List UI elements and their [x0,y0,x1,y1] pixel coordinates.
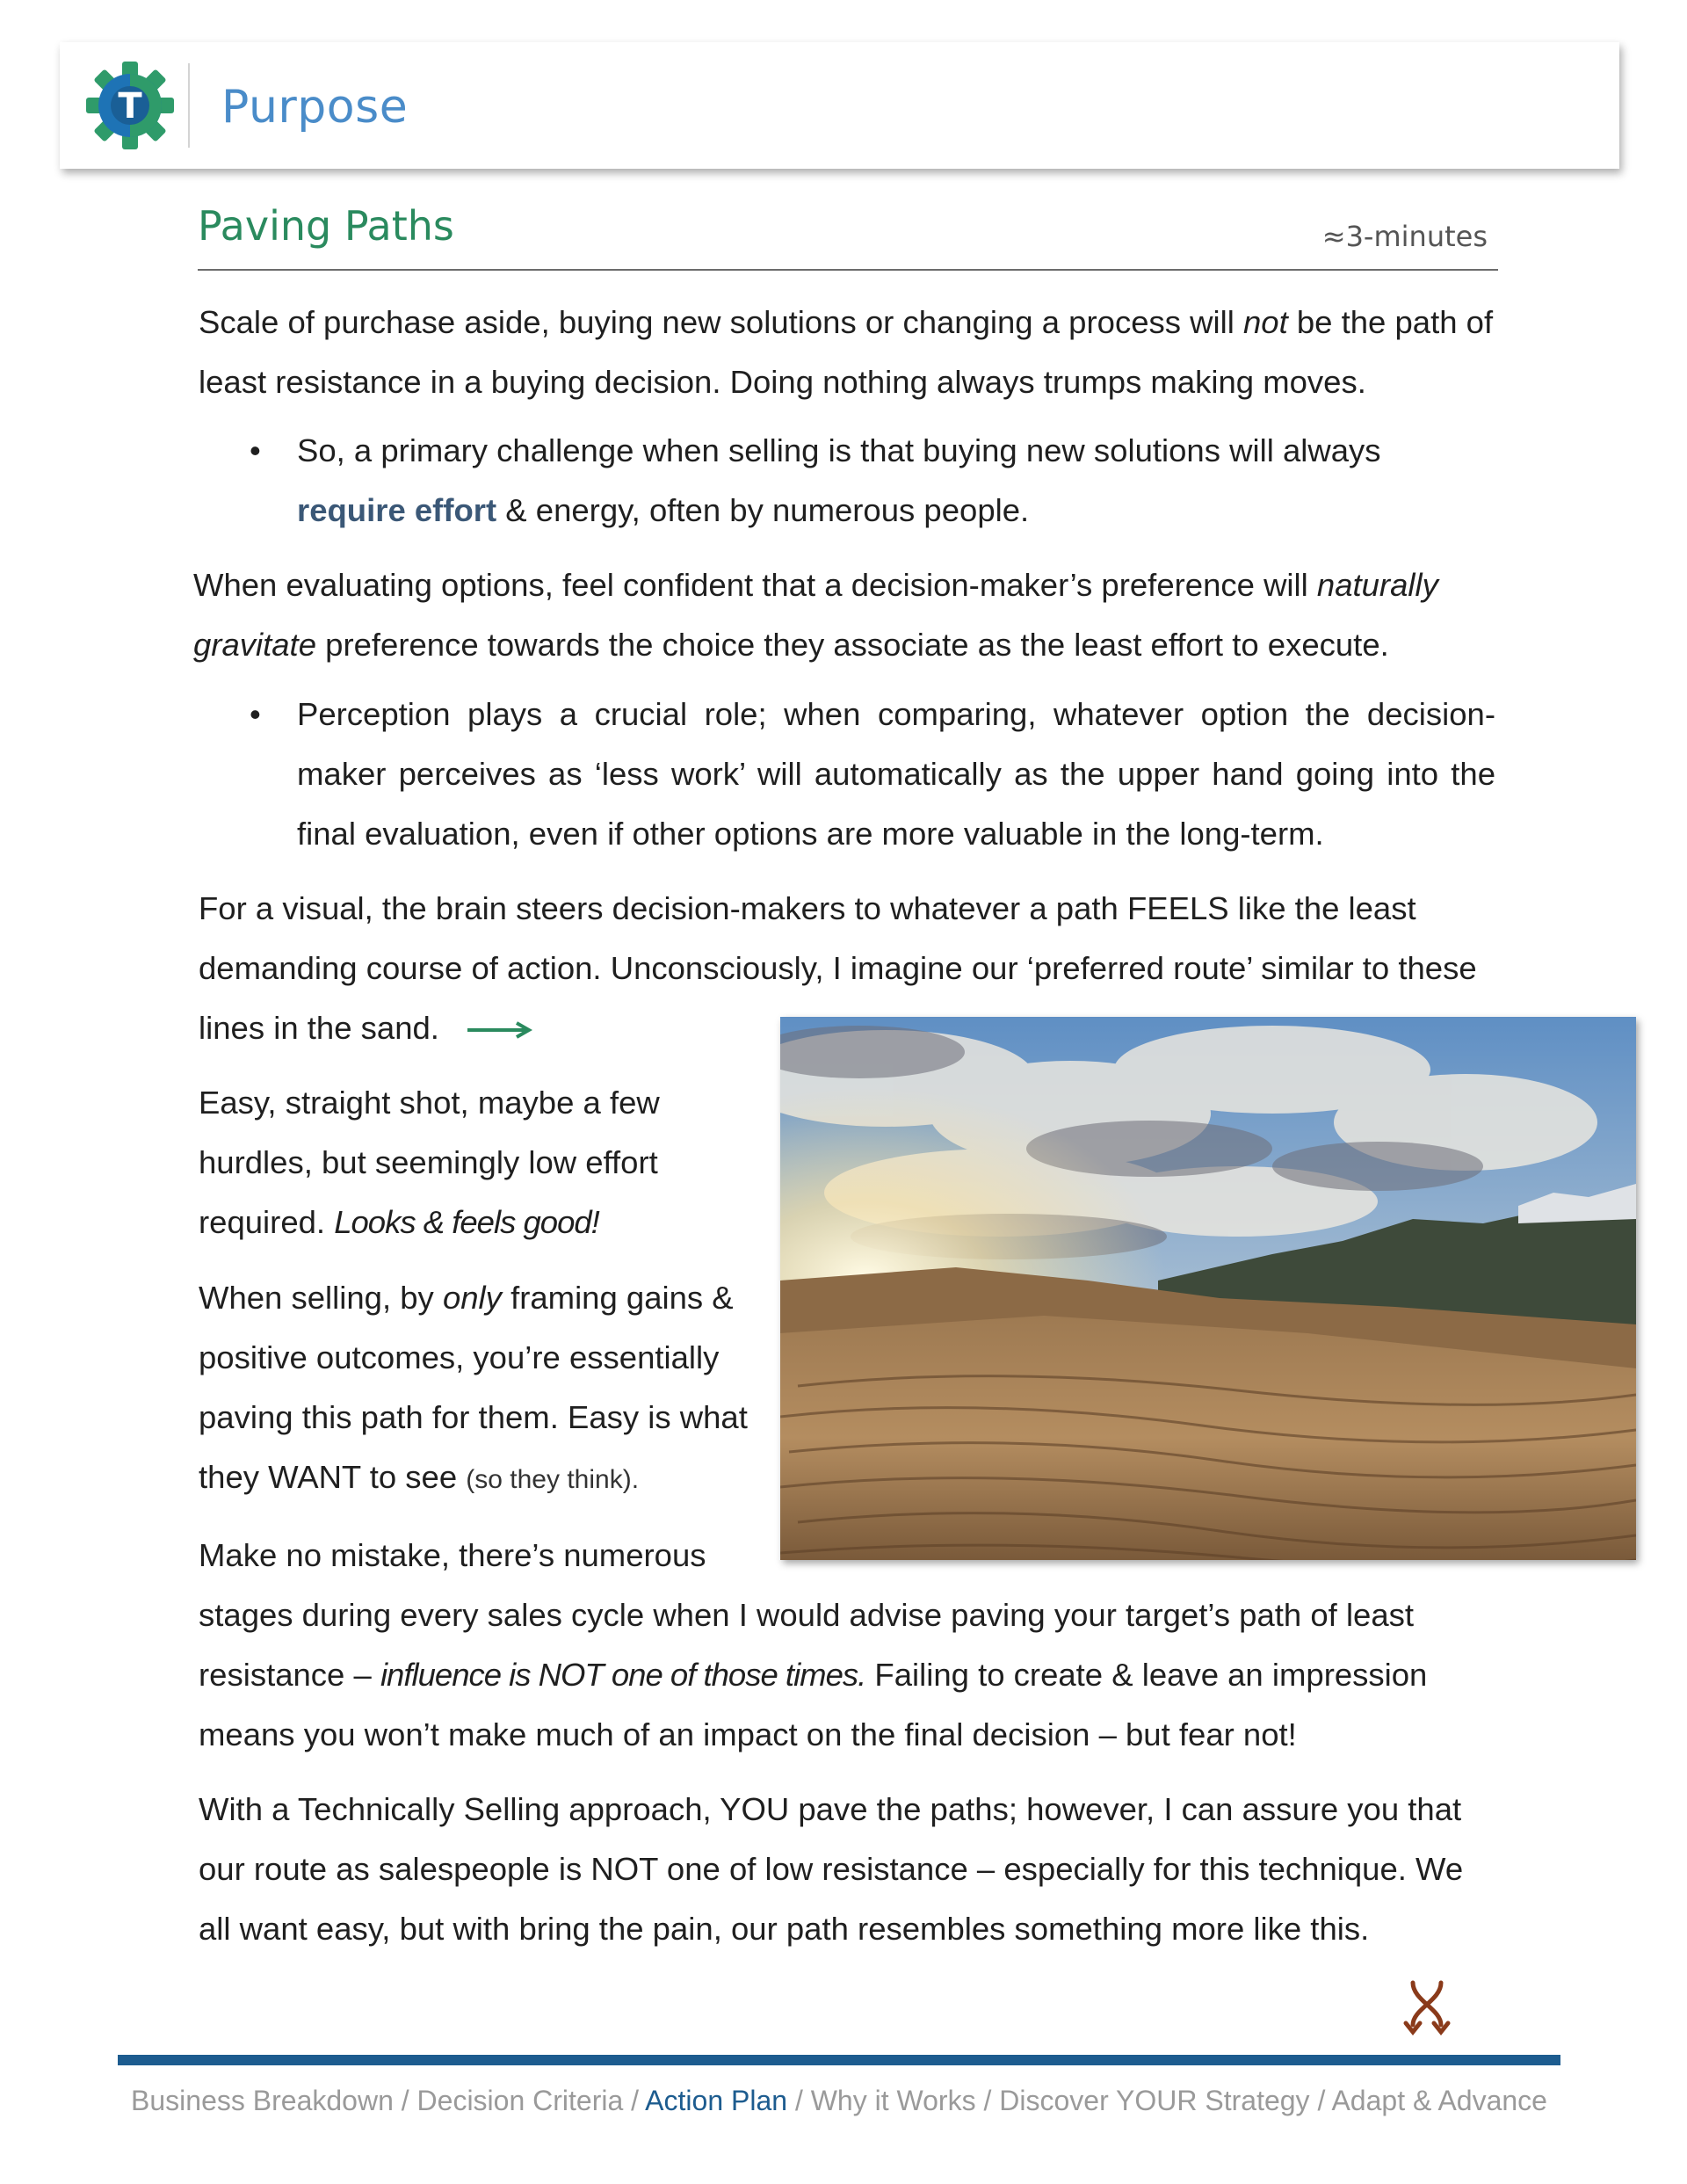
footer-breadcrumb: Business Breakdown / Decision Criteria / Action Plan / Why it Works / Discover YOUR Strategy / Adapt & Advance [131,2085,1547,2116]
gear-logo-icon [84,60,176,151]
footer-link-business-breakdown[interactable]: Business Breakdown [131,2085,394,2116]
section-header [198,202,1498,271]
paragraph-6-line-1: Make no mistake, there’s numerous [199,1537,706,1573]
footer-link-why-it-works[interactable]: Why it Works [810,2085,976,2116]
crossed-tools-icon [1401,1979,1453,2039]
paragraph-5: When selling, by only framing gains & positive outcomes, you’re essentially paving this path for them. Easy is what they WANT to see (so they think). [199,1280,748,1495]
page-title: Purpose [221,81,409,134]
sand-dunes-photo [780,1017,1636,1560]
bullet-icon: • [250,696,261,732]
footer-rule [118,2055,1560,2065]
paragraph-2: When evaluating options, feel confident that a decision-maker’s preference will naturally gravitate preference towards the choice they associate as the least effort to execute. [193,567,1438,663]
footer-link-decision-criteria[interactable]: Decision Criteria [416,2085,624,2116]
header-divider [188,63,190,148]
footer-link-action-plan[interactable]: Action Plan [645,2085,788,2116]
footer-link-discover-strategy[interactable]: Discover YOUR Strategy [999,2085,1310,2116]
footer-link-adapt-advance[interactable]: Adapt & Advance [1331,2085,1547,2116]
paragraph-6: stages during every sales cycle when I would advise paving your target’s path of least resistance – influence is NOT one of those times. Failing to create & leave an impression means you won’t make much of an impact on the final decision – but fear not! [199,1597,1428,1752]
paragraph-4: Easy, straight shot, maybe a few hurdles, but seemingly low effort required. Looks & feels good! [199,1085,660,1240]
bullet-icon: • [250,432,261,468]
reading-time: ≈3-minutes [1321,220,1488,253]
arrow-right-icon [466,1021,532,1039]
paragraph-7: With a Technically Selling approach, YOU pave the paths; however, I can assure you that our route as salespeople is NOT one of low resistance – especially for this technique. We all want easy, but with bring the pain, our path resembles something more like this. [199,1791,1464,1947]
paragraph-3: For a visual, the brain steers decision-makers to whatever a path FEELS like the least demanding course of action. Unconsciously, I imagine our ‘preferred route’ similar to these lines in the sand. [199,890,1477,1046]
paragraph-1: Scale of purchase aside, buying new solutions or changing a process will not be the path of least resistance in a buying decision. Doing nothing always trumps making moves. [199,304,1494,400]
logo-letter: T [118,86,142,127]
page-header [60,42,1619,169]
section-title: Paving Paths [198,202,454,250]
